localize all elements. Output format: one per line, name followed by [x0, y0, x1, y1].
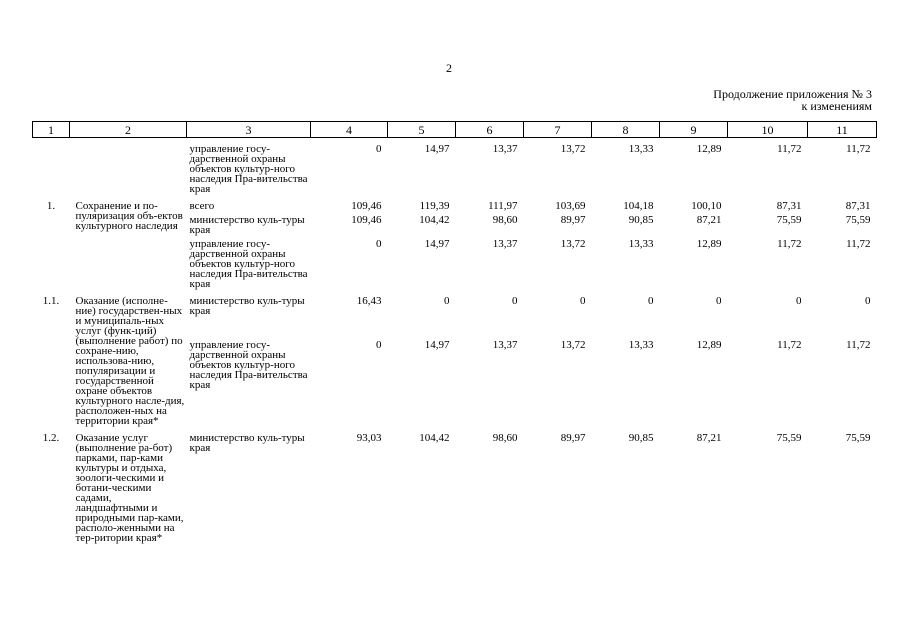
value-cell: 98,60: [492, 432, 518, 444]
value-cell: 11,72: [846, 143, 871, 155]
value-cell: 104,18: [623, 200, 654, 212]
value-cell: 14,97: [424, 143, 450, 155]
table-row: [33, 296, 877, 340]
row-number: 1.1.: [42, 295, 60, 307]
value-cell: 11,72: [777, 143, 802, 155]
value-cell: 14,97: [424, 339, 450, 352]
value-cell: 104,42: [419, 214, 450, 226]
value-cell: 0: [376, 238, 382, 250]
column-header: 1: [33, 122, 70, 138]
value-cell: 87,31: [776, 200, 802, 212]
value-cell: 13,37: [492, 238, 518, 250]
row-number: [33, 138, 70, 202]
value-cell: 13,72: [560, 238, 586, 250]
appendix-table: [32, 121, 877, 543]
value-cell: 109,46: [351, 200, 382, 212]
value-cell: 11,72: [777, 238, 802, 250]
column-header: 5: [388, 122, 456, 138]
value-cell: 100,10: [691, 200, 722, 212]
row-number: 1.: [46, 200, 56, 212]
value-cell: 75,59: [776, 432, 802, 444]
value-cell: 13,33: [628, 339, 654, 352]
table-row: [33, 201, 877, 215]
value-cell: 13,37: [492, 339, 518, 352]
value-cell: 87,21: [696, 432, 722, 444]
column-header: 8: [592, 122, 660, 138]
value-cell: 119,39: [419, 200, 450, 212]
value-cell: 12,89: [696, 339, 722, 352]
continuation-line-1: Продолжение приложения № 3: [713, 87, 872, 101]
value-cell: 0: [580, 295, 586, 307]
value-cell: 11,72: [846, 339, 871, 352]
activity-name: Сохранение и по-пуляризация объ-ектов культурного наследия: [75, 200, 183, 232]
value-cell: 109,46: [351, 214, 382, 226]
executor: министерство куль-туры края: [189, 214, 305, 236]
value-cell: 0: [512, 295, 518, 307]
value-cell: 16,43: [356, 295, 382, 307]
value-cell: 12,89: [696, 238, 722, 250]
value-cell: 13,33: [628, 238, 654, 250]
value-cell: 0: [648, 295, 654, 307]
column-header: 3: [187, 122, 311, 138]
value-cell: 0: [796, 295, 802, 307]
executor: управление госу-дарственной охраны объектов культур-ного наследия Пра-вительства края: [189, 143, 308, 195]
column-header: 6: [456, 122, 524, 138]
value-cell: 90,85: [628, 214, 654, 226]
executor: управление госу-дарственной охраны объектов культур-ного наследия Пра-вительства края: [189, 238, 308, 290]
row-number: [33, 239, 70, 296]
table-header-row: [33, 122, 877, 138]
value-cell: 87,31: [845, 200, 871, 212]
value-cell: 0: [716, 295, 722, 307]
executor: министерство куль-туры края: [189, 295, 305, 317]
continuation-note: [713, 88, 872, 112]
page-number: 2: [446, 61, 452, 75]
continuation-line-2: к изменениям: [801, 99, 872, 113]
value-cell: 93,03: [356, 432, 382, 444]
value-cell: 0: [376, 339, 382, 352]
value-cell: 75,59: [845, 214, 871, 226]
column-header: 4: [311, 122, 388, 138]
value-cell: 87,21: [696, 214, 722, 226]
activity-name: [70, 138, 187, 202]
value-cell: 14,97: [424, 238, 450, 250]
value-cell: 75,59: [845, 432, 871, 444]
row-number: [33, 340, 70, 433]
value-cell: 103,69: [555, 200, 586, 212]
value-cell: 13,72: [560, 143, 586, 155]
activity-name: Оказание услуг (выполнение ра-бот) парками, пар-ками культуры и отдыха, зоологи-ческими и ботани-ческими садами, ландшафтными и природными пар-ками, располо-женными на тер-ритории края*: [75, 432, 184, 544]
executor: управление госу-дарственной охраны объектов культур-ного наследия Пра-вительства края: [189, 339, 308, 392]
row-number: [33, 215, 70, 239]
value-cell: 0: [444, 295, 450, 307]
value-cell: 11,72: [846, 238, 871, 250]
column-header: 10: [728, 122, 808, 138]
value-cell: 13,37: [492, 143, 518, 155]
table-row: [33, 433, 877, 543]
value-cell: 90,85: [628, 432, 654, 444]
value-cell: 13,72: [560, 339, 586, 352]
value-cell: 89,97: [560, 214, 586, 226]
executor: всего: [189, 200, 215, 212]
value-cell: 75,59: [776, 214, 802, 226]
value-cell: 11,72: [777, 339, 802, 352]
table-row: [33, 138, 877, 202]
column-header: 11: [808, 122, 877, 138]
value-cell: 0: [865, 295, 871, 307]
column-header: 7: [524, 122, 592, 138]
executor: министерство куль-туры края: [189, 432, 305, 454]
value-cell: 89,97: [560, 432, 586, 444]
value-cell: 12,89: [696, 143, 722, 155]
value-cell: 104,42: [419, 432, 450, 444]
column-header: 2: [70, 122, 187, 138]
value-cell: 13,33: [628, 143, 654, 155]
column-header: 9: [660, 122, 728, 138]
value-cell: 0: [376, 143, 382, 155]
row-number: 1.2.: [42, 432, 60, 444]
activity-name: Оказание (исполне-ние) государствен-ных и муниципаль-ных услуг (функ-ций) (выполнение работ) по сохране-нию, использова-нию, популяризации и государственной охране объектов культурного насле-дия, расположен-ных на территории края*: [75, 295, 185, 427]
value-cell: 111,97: [488, 200, 518, 212]
value-cell: 98,60: [492, 214, 518, 226]
